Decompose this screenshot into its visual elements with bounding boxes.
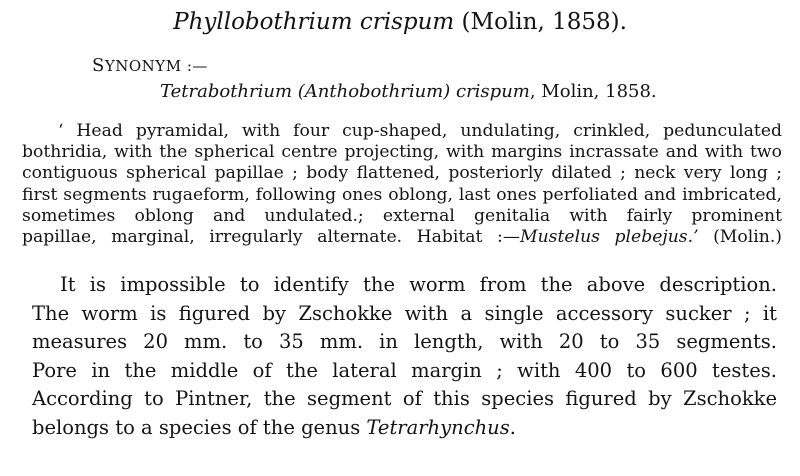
quote-line: contiguous spherical papillae ; body flattened, posteriorly dilated ; neck very long ;: [22, 163, 782, 184]
quote-line-habitat: [22, 227, 782, 248]
quote-line: bothridia, with the spherical centre projecting, with margins incrassate and with two: [22, 142, 782, 163]
genus-name: Tetrarhynchus: [366, 415, 510, 439]
paragraph-line: Pore in the middle of the lateral margin ; with 400 to 600 testes.: [32, 358, 777, 382]
species-heading: [0, 7, 800, 37]
quote-habitat-text: papillae, marginal, irregularly alternate. Habitat :—: [22, 226, 521, 247]
synonym-authority: , Molin, 1858.: [529, 81, 657, 102]
quote-citation: (Molin.): [698, 226, 782, 247]
paragraph-line: According to Pintner, the segment of this species figured by Zschokke: [32, 387, 777, 411]
synonym-heading-initial: S: [92, 55, 105, 76]
paragraph-line: It is impossible to identify the worm from the above description.: [60, 273, 777, 296]
quote-host-name: Mustelus plebejus.’: [520, 226, 699, 247]
paragraph-line: measures 20 mm. to 35 mm. in length, with 20 to 35 segments.: [32, 330, 777, 354]
quote-line: first segments rugaeform, following ones oblong, last ones perfoliated and imbricated,: [22, 184, 782, 205]
quote-line: ‘ Head pyramidal, with four cup-shaped, undulating, crinkled, pedunculated: [58, 121, 782, 141]
original-description-quote: [22, 121, 782, 248]
paragraph-line: The worm is figured by Zschokke with a single accessory sucker ; it: [32, 301, 777, 325]
commentary-paragraph: [32, 271, 777, 443]
paragraph-text: belongs to a species of the genus: [32, 415, 367, 439]
paragraph-line-final: [32, 414, 777, 443]
synonym-name: Tetrabothrium (Anthobothrium) crispum: [160, 81, 530, 102]
synonym-entry: [160, 80, 657, 104]
synonym-heading-rest: YNONYM :—: [104, 57, 208, 75]
species-authority: (Molin, 1858).: [461, 9, 627, 35]
species-name: Phyllobothrium crispum: [173, 9, 455, 35]
paragraph-end: .: [509, 415, 516, 439]
synonym-heading: [92, 55, 208, 77]
quote-line: sometimes oblong and undulated.; external genitalia with fairly prominent: [22, 205, 782, 226]
